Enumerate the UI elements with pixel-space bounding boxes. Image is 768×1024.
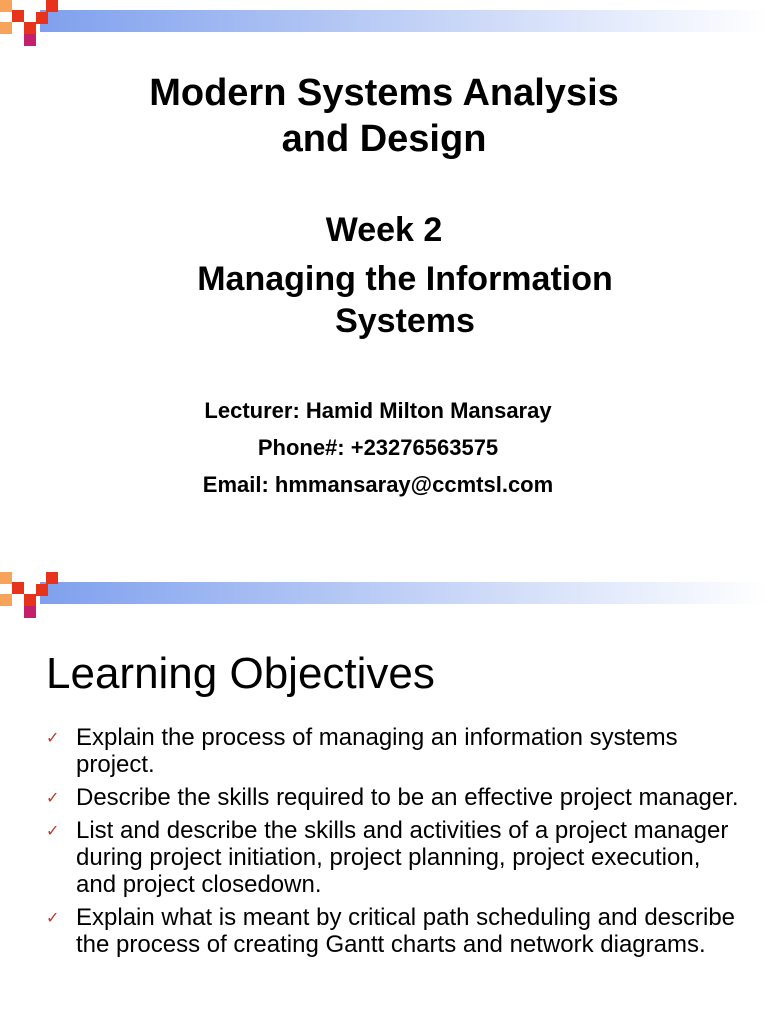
week-label: Week 2 (325, 211, 443, 249)
deco-square (0, 0, 12, 12)
objectives-heading: Learning Objectives (46, 649, 435, 698)
check-mark-icon: ✓ (46, 790, 60, 807)
topic-title (0, 258, 768, 342)
header-decoration (0, 0, 768, 52)
list-item (44, 817, 744, 898)
deco-square (24, 594, 36, 606)
deco-square (46, 572, 58, 584)
objective-text: Describe the skills required to be an effective project manager. (76, 784, 739, 811)
lecturer-email: Email: hmmansaray@ccmtsl.com (202, 472, 554, 497)
check-mark-icon: ✓ (46, 823, 60, 840)
topic-title-line: Managing the Information (197, 260, 613, 298)
deco-square (36, 584, 48, 596)
check-mark-icon: ✓ (46, 730, 60, 747)
deco-square (0, 572, 12, 584)
deco-square (24, 22, 36, 34)
header-gradient-bar (40, 10, 768, 32)
list-item (44, 784, 744, 811)
lecturer-name: Lecturer: Hamid Milton Mansaray (204, 398, 552, 423)
deco-square (36, 12, 48, 24)
deco-square (12, 10, 24, 22)
course-title (0, 70, 768, 162)
topic-title-line: Systems (335, 302, 475, 340)
deco-square (24, 606, 36, 618)
course-title-line: and Design (281, 118, 487, 160)
course-title-line: Modern Systems Analysis (149, 72, 619, 114)
deco-square (12, 582, 24, 594)
deco-square (46, 0, 58, 12)
deco-square (0, 22, 12, 34)
list-item (44, 724, 744, 778)
deco-square (0, 594, 12, 606)
header-gradient-bar (40, 582, 768, 604)
list-item (44, 904, 744, 958)
objectives-list (44, 724, 744, 964)
lecturer-contact (0, 392, 756, 503)
objective-text: Explain what is meant by critical path scheduling and describe the process of creating Gantt charts and network diagrams. (76, 904, 736, 958)
check-mark-icon: ✓ (46, 910, 60, 927)
deco-square (24, 34, 36, 46)
objective-text: Explain the process of managing an information systems project. (76, 724, 678, 778)
objectives-slide (0, 572, 768, 1024)
objective-text: List and describe the skills and activities of a project manager during project initiation, project planning, project execution, and project closedown. (76, 817, 729, 898)
lecturer-phone: Phone#: +23276563575 (257, 435, 499, 460)
header-decoration (0, 572, 768, 624)
